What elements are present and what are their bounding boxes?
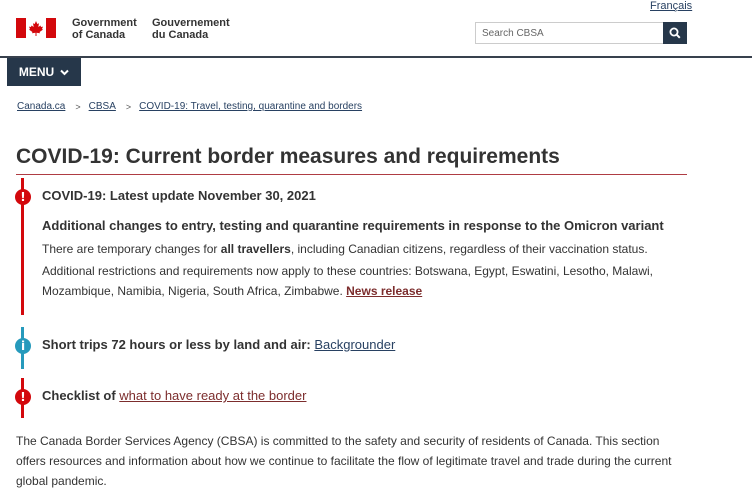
chevron-down-icon — [60, 69, 69, 76]
warning-icon: ! — [15, 389, 31, 405]
page-title: COVID-19: Current border measures and requirements — [16, 145, 560, 168]
breadcrumb-separator: > — [75, 101, 81, 112]
menu-label: MENU — [18, 65, 55, 79]
canada-flag-icon — [16, 18, 56, 38]
gov-fr-line1: Gouvernement — [152, 17, 230, 29]
language-toggle-link[interactable]: Français — [650, 0, 693, 12]
search-form — [475, 22, 687, 44]
backgrounder-link[interactable]: Backgrounder — [314, 337, 396, 352]
search-button[interactable] — [663, 22, 687, 44]
header-divider — [0, 56, 752, 58]
warning-icon: ! — [15, 189, 31, 205]
alert-p1-before: There are temporary changes for — [42, 242, 221, 256]
alert-travellers-text — [42, 242, 648, 256]
breadcrumb-canada[interactable]: Canada.ca — [17, 101, 66, 112]
news-release-link[interactable]: News release — [346, 284, 423, 298]
alert-countries-text: Mozambique, Namibia, Nigeria, South Africa, Zimbabwe. — [42, 284, 347, 298]
alert-p1-bold: all travellers — [220, 242, 291, 256]
gov-en-line1: Government — [72, 17, 137, 29]
breadcrumb-cbsa[interactable]: CBSA — [88, 101, 116, 112]
search-icon — [669, 27, 681, 39]
search-input[interactable] — [475, 22, 670, 44]
alert-checklist — [42, 388, 306, 403]
gov-en-line2: of Canada — [72, 29, 126, 41]
alert-update-heading: COVID-19: Latest update November 30, 2021 — [42, 188, 316, 203]
alert-countries-line2 — [42, 284, 422, 298]
alert-short-trips — [42, 337, 395, 352]
intro-paragraph: The Canada Border Services Agency (CBSA) is committed to the safety and security of residents of Canada. This section offers resources and information about how we continue to facilitate the flow of legitimate travel and trade during the current global pandemic. — [16, 434, 672, 488]
alert-omicron-subheading: Additional changes to entry, testing and quarantine requirements in response to the Omicron variant — [42, 218, 664, 233]
gov-fr-line2: du Canada — [152, 29, 209, 41]
government-wordmark-en[interactable] — [72, 17, 146, 41]
menu-button[interactable] — [7, 58, 81, 86]
checklist-text: Checklist of — [42, 388, 120, 403]
alert-p1-after: , including Canadian citizens, regardless of their vaccination status. — [290, 242, 648, 256]
info-icon: i — [15, 338, 31, 354]
breadcrumb-covid-travel[interactable]: COVID-19: Travel, testing, quarantine and borders — [139, 101, 363, 112]
alert-countries-line1: Additional restrictions and requirements now apply to these countries: Botswana, Egypt, Eswatini, Lesotho, Malawi, — [42, 264, 653, 278]
border-checklist-link[interactable]: what to have ready at the border — [119, 388, 307, 403]
title-underline — [16, 174, 687, 175]
breadcrumb-separator: > — [125, 101, 132, 112]
government-wordmark-fr[interactable] — [152, 17, 242, 41]
short-trips-text: Short trips 72 hours or less by land and air: — [42, 337, 315, 352]
breadcrumb — [17, 101, 362, 112]
